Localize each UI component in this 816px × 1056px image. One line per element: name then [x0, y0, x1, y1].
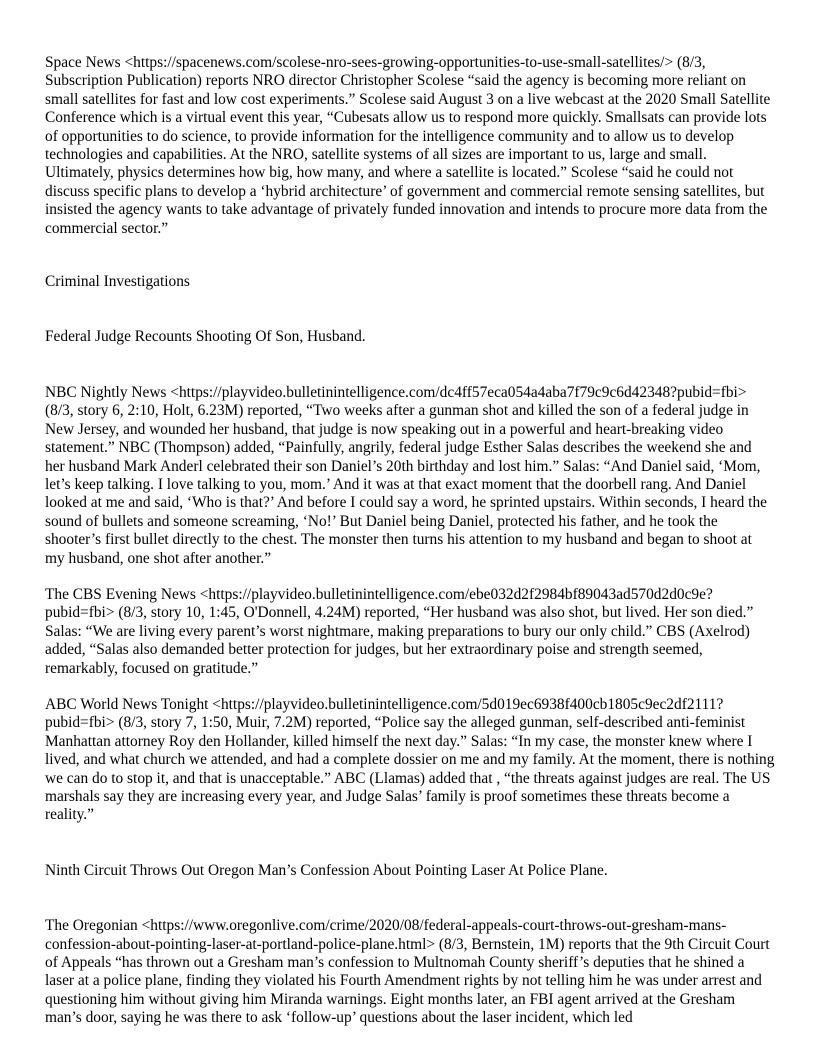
cbs-paragraph: The CBS Evening News <https://playvideo.bulletinintelligence.com/ebe032d2f2984bf89043ad570d2d0c9e?pubid=fbi> (8/3, story 10, 1:45, O'Donnell, 4.24M) reported, “Her husband was also shot, but lived. Her son died.” Salas: “We are living every parent’s worst nightmare, making preparations to bury our only child.” CBS (Axelrod) added, “Salas also demanded better protection for judges, but her extraordinary poise and strength seemed, remarkably, focused on gratitude.” — [45, 585, 754, 677]
headline-salas: Federal Judge Recounts Shooting Of Son, Husband. — [45, 328, 366, 346]
document-page — [45, 54, 775, 1028]
oregonian-paragraph: The Oregonian <https://www.oregonlive.com/crime/2020/08/federal-appeals-court-throws-out-gresham-mans-confession-about-pointing-laser-at-portland-police-plane.html> (8/3, Bernstein, 1M) reports that the 9th Circuit Court of Appeals “has thrown out a Gresham man’s confession to Multnomah County sheriff’s deputies that he shined a laser at a police plane, finding they violated his Fourth Amendment rights by not telling him he was under arrest and questioning him without giving him Miranda warnings. Eight months later, an FBI agent arrived at the Gresham man’s door, saying he was there to ask ‘follow-up’ questions about the laser incident, which led — [45, 917, 770, 1027]
abc-paragraph: ABC World News Tonight <https://playvideo.bulletinintelligence.com/5d019ec6938f400cb1805c9ec2df2111?pubid=fbi> (8/3, story 7, 1:50, Muir, 7.2M) reported, “Police say the alleged gunman, self-described anti-feminist Manhattan attorney Roy den Hollander, killed himself the next day.” Salas: “In my case, the monster knew where I lived, and what church we attended, and had a complete dossier on me and my family. At the moment, there is nothing we can do to stop it, and that is unacceptable.” ABC (Llamas) added that , “the threats against judges are real. The US marshals say they are increasing every year, and Judge Salas’ family is proof sometimes these threats become a reality.” — [45, 695, 775, 824]
headline-laser: Ninth Circuit Throws Out Oregon Man’s Confession About Pointing Laser At Police Plane. — [45, 861, 608, 879]
space-news-paragraph: Space News <https://spacenews.com/scolese-nro-sees-growing-opportunities-to-use-small-satellites/> (8/3, Subscription Publication) reports NRO director Christopher Scolese “said the agency is becoming more reliant on small satellites for fast and low cost experiments.” Scolese said August 3 on a live webcast at the 2020 Small Satellite Conference which is a virtual event this year, “Cubesats allow us to respond more quickly. Smallsats can provide lots of opportunities to do science, to provide information for the intelligence community and to allow us to develop technologies and capabilities. At the NRO, satellite systems of all sizes are important to us, large and small. Ultimately, physics determines how big, how many, and where a satellite is located.” Scolese “said he could not discuss specific plans to develop a ‘hybrid architecture’ of government and commercial remote sensing satellites, but insisted the agency wants to take advantage of privately funded innovation and intends to procure more data from the commercial sector.” — [45, 54, 771, 237]
nbc-paragraph: NBC Nightly News <https://playvideo.bulletinintelligence.com/dc4ff57eca054a4aba7f79c9c6d42348?pubid=fbi> (8/3, story 6, 2:10, Holt, 6.23M) reported, “Two weeks after a gunman shot and killed the son of a federal judge in New Jersey, and wounded her husband, that judge is now speaking out in a powerful and heart-breaking video statement.” NBC (Thompson) added, “Painfully, angrily, federal judge Esther Salas describes the weekend she and her husband Mark Anderl celebrated their son Daniel’s 20th birthday and lost him.” Salas: “And Daniel said, ‘Mom, let’s keep talking. I love talking to you, mom.’ And it was at that exact moment that the doorbell rang. And Daniel looked at me and said, ‘Who is that?’ And before I could say a word, he sprinted upstairs. Within seconds, I heard the sound of bullets and someone screaming, ‘No!’ But Daniel being Daniel, protected his father, and he took the shooter’s first bullet directly to the chest. The monster then turns his attention to my husband and began to shoot at my husband, one shot after another.” — [45, 383, 767, 567]
section-heading: Criminal Investigations — [45, 273, 190, 291]
